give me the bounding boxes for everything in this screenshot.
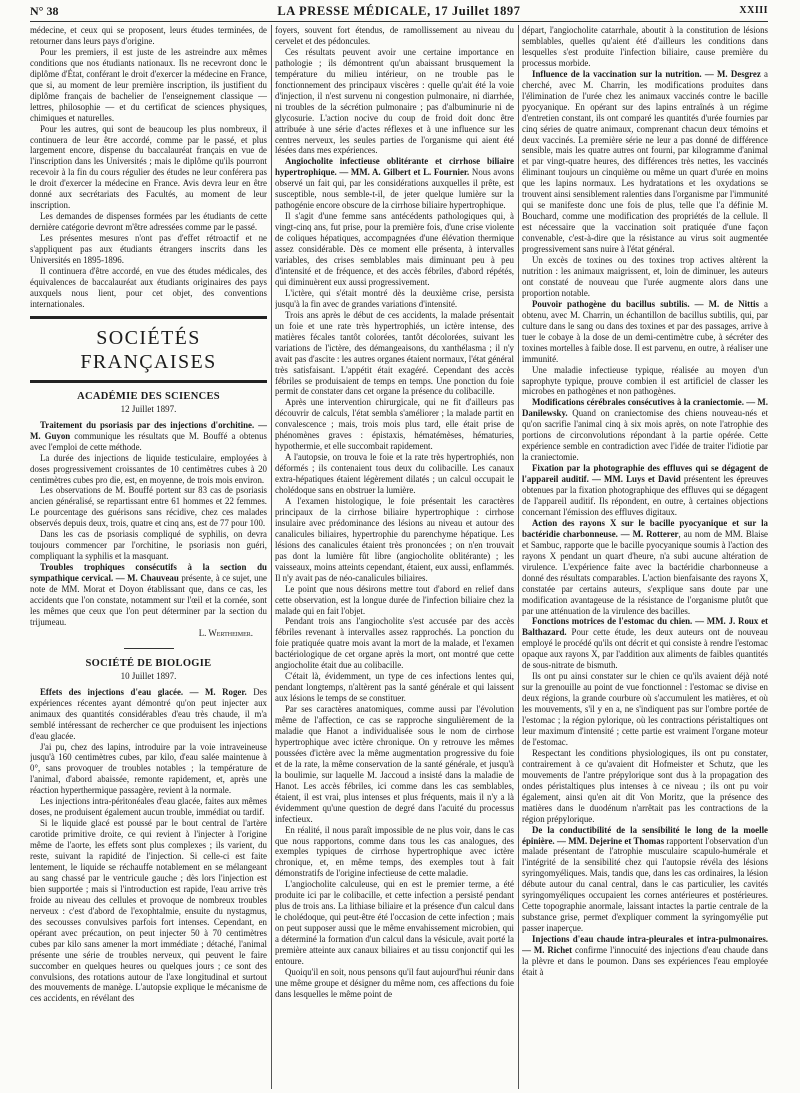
paragraph bbox=[522, 671, 768, 748]
article-paragraph bbox=[30, 562, 267, 628]
intro-paragraphs bbox=[30, 25, 267, 310]
paragraph-text: présentent les épreuves obtenues par la fixation photographique des effluves qui se dégagent de l'appareil auditif. Ils répondent, en outre, à certaines objections concernant l'émission des effluves digitaux. bbox=[522, 474, 768, 517]
paragraph bbox=[275, 47, 514, 157]
paragraph-text: Dans les cas de psoriasis compliqué de syphilis, on devra toujours commencer par l'orchitine, le psoriasis non guéri, compliquant la syphilis et la masquant. bbox=[30, 529, 267, 562]
paragraph-text: L'ictère, qui s'était montré dès la deuxième crise, persista jusqu'à la fin avec de grandes variations d'intensité. bbox=[275, 287, 514, 309]
paragraph-text: Les injections intra-péritonéales d'eau glacée, faites aux mêmes doses, ne produisent également aucun trouble, immédiat ou tardif. bbox=[30, 796, 267, 818]
paragraph-text: a obtenu, avec M. Charrin, un échantillon de bacillus subtilis, qui, par culture dans le sang ou dans des toxines et par des passages, arrive à tuer le cobaye à la dose de un demi-centimètre cube, à sécréter des toxines mortelles à faible dose. Il est parvenu, en outre, à réaliser une immunité. bbox=[522, 298, 768, 364]
paragraph-text: A l'examen histologique, le foie présentait les caractères principaux de la cirrhose biliaire hypertrophique : cirrhose insulaire avec prédominance des lésions au niveau et autour des canalicules biliaires, hypertrophie du parenchyme hépatique. Les lésions des canalicules étaient très prononcées ; on n'en trouvait pas dont la lumière fût libre (angiocholite oblitérante) ; les vaisseaux, moins atteints cependant, étaient, eux aussi, enflammés. Il n'y avait pas de néo-canalicules biliaires. bbox=[275, 495, 514, 583]
article-paragraph bbox=[522, 616, 768, 671]
paragraph-text: départ, l'angiocholite catarrhale, aboutit à la constitution de lésions semblables, quelles qu'aient été d'ailleurs les conditions dans lesquelles s'est produite l'infection biliaire, cause première du processus morbide. bbox=[522, 25, 768, 68]
paragraph-text: C'était là, évidemment, un type de ces infections lentes qui, pendant longtemps, n'altèrent pas la santé générale et qui laissent aux lésions le temps de se constituer. bbox=[275, 671, 514, 704]
paragraph bbox=[275, 671, 514, 704]
article-paragraph bbox=[522, 299, 768, 365]
paragraph-text: Quand on craniectomise des chiens nouveau-nés et qu'on sacrifie l'animal cinq à six mois après, on note l'atrophie des portions de circonvolutions répondant à la partie opérée. Cette expérience semble en contradiction avec l'idée de traiter l'idiotie par la craniectomie. bbox=[522, 408, 768, 463]
paragraph bbox=[275, 211, 514, 288]
paragraph-text: a cherché, avec M. Charrin, les modifications produites dans l'élimination de l'urée chez les animaux vaccinés contre le bacille pyocyanique. En opérant sur des lapins entraînés à un régime d'entretien constant, ils ont comparé les quantités d'urée fournies par cinq séries de quatre animaux, comprenant chacun deux témoins et deux vaccinés. La première série ne leur a pas donné de différence sensible, mais les quatre autres ont fourni, par kilogramme d'animal et par vingt-quatre heures, des différences très nettes, les vaccinés éliminant toujours un cinquième ou même un quart d'urée en moins que les lapins normaux. Les hydratations et les oxydations se trouvent ainsi sensiblement ralenties dans l'organisme par l'immunité qui se manifeste donc une fois de plus, telle que l'a définie M. Bouchard, comme une modification des propriétés de la cellule. Il est nécessaire que la vaccination soit pratiquée d'une façon convenable, c'est-à-dire que la résistance au virus soit augmentée progressivement sans nuire à l'état général. bbox=[522, 68, 768, 255]
paragraph-text: L'angiocholite calculeuse, qui en est le premier terme, a été produite ici par le colibacille, et cette infection a persisté pendant plus de trois ans. La lithiase biliaire et la présence d'un calcul dans le cholédoque, qui peut-être été l'occasion de cette infection ; mais on peut supposer aussi que le même envahissement microbien, qui a déterminé la formation d'un calcul dans la vésicule, avait porté la première atteinte aux canaux biliaires et au tissu conjonctif qui les entoure. bbox=[275, 879, 514, 967]
paragraph-text: Le point que nous désirons mettre tout d'abord en relief dans cette observation, est la longue durée de l'infection biliaire chez la malade qui en fait l'objet. bbox=[275, 583, 514, 616]
paragraph bbox=[522, 25, 768, 69]
article-title: Angiocholite infectieuse oblitérante et cirrhose biliaire hypertrophique. — MM. A. Gilbert et L. Fournier. bbox=[275, 156, 514, 178]
society-name: ACADÉMIE DES SCIENCES bbox=[77, 390, 220, 402]
article-paragraph bbox=[522, 397, 768, 463]
section-banner bbox=[30, 316, 267, 383]
issue-number: N° 38 bbox=[30, 4, 59, 18]
paragraph-text: Il s'agit d'une femme sans antécédents pathologiques qui, à vingt-cinq ans, fut prise, pour la première fois, d'une crise violente de coliques hépatiques, accompagnées d'une élévation thermique assez considérable. Dès ce moment elle présenta, à intervalles variables, des crises semblables mais diminuant peu à peu d'intensité et de fréquence, et des accès fébriles, d'abord répétés, qui diminuèrent eux aussi progressivement. bbox=[275, 211, 514, 287]
paragraph bbox=[30, 124, 267, 212]
paragraph-text: En réalité, il nous paraît impossible de ne plus voir, dans le cas que nous rapportons, comme dans tous les cas analogues, des exemples typiques de cirrhose hypertrophique avec ictère chronique, et, en même temps, des exemples tout à fait démonstratifs de l'origine infectieuse de cette maladie. bbox=[275, 824, 514, 879]
paragraph-text: Une maladie infectieuse typique, réalisée au moyen d'un saprophyte typique, prouve combien il est artificiel de classer les microbes en pathogènes et non pathogènes. bbox=[522, 364, 768, 397]
page-header bbox=[30, 4, 768, 20]
column-divider bbox=[271, 25, 272, 1089]
paragraph bbox=[30, 47, 267, 124]
academie-reports bbox=[30, 420, 267, 628]
article-paragraph bbox=[30, 420, 267, 453]
article-title: Influence de la vaccination sur la nutrition. — M. Desgrez bbox=[532, 68, 761, 79]
article-paragraph bbox=[522, 934, 768, 978]
paragraph-text: Il continuera d'être accordé, en vue des études médicales, des équivalences de baccalauréat aux étudiants originaires des pays auxquels nous lient, pour cet objet, des conventions internationales. bbox=[30, 265, 267, 309]
article-title: Action des rayons X sur le bacille pyocyanique et sur la bactéridie charbonneuse. — M. Rotterer bbox=[522, 517, 768, 539]
paragraph-text: Après une intervention chirurgicale, qui ne fit d'ailleurs pas découvrir de calculs, l'état sembla s'améliorer ; la malade partit en convalescence ; mais, trois mois plus tard, elle était prise de phénomènes graves : épistaxis, hématémèses, hématuries, hypothermie, et elle succombait rapidement. bbox=[275, 397, 514, 452]
column-2-text bbox=[275, 25, 514, 1000]
paragraph bbox=[30, 25, 267, 47]
header-rule bbox=[30, 21, 768, 22]
paragraph-text: Ils ont pu ainsi constater sur le chien ce qu'ils avaient déjà noté sur la grenouille au point de vue fonctionnel : l'estomac se divise en deux régions, la grande courbure où s'accumulent les matières, et où les mouvements, s'il y en a, ne s'indiquent pas sur l'ombre portée de l'estomac ; la région pylorique, où les contractions péristaltiques ont leur maximum d'intensité ; cette partie est vraiment l'organe moteur de l'estomac. bbox=[522, 671, 768, 747]
paragraph bbox=[275, 879, 514, 967]
paragraph-text: Pour cette étude, les deux auteurs ont de nouveau employé le procédé qu'ils ont décrit et qui consiste à rendre l'estomac opaque aux rayons X, par l'addition aux aliments de faibles quantités de sous-nitrate de bismuth. bbox=[522, 627, 768, 671]
paragraph bbox=[30, 742, 267, 797]
session-date: 10 Juillet 1897. bbox=[120, 670, 177, 681]
paragraph bbox=[275, 397, 514, 452]
biologie-reports bbox=[30, 687, 267, 1005]
page-number: XXIII bbox=[739, 5, 768, 16]
paragraph-text: Un excès de toxines ou des toxines trop actives altèrent la nutrition : les animaux maigrissent, et, loin de diminuer, les auteurs ont constaté de nouveau que l'urée augmente alors dans une proportion notable. bbox=[522, 255, 768, 298]
column-2 bbox=[275, 25, 514, 1089]
section-title: SOCIÉTÉS FRANÇAISES bbox=[80, 326, 217, 373]
paragraph bbox=[522, 748, 768, 825]
article-title: De la conductibilité de la sensibilité le long de la moelle épinière. — MM. Dejerine et Thomas bbox=[522, 824, 768, 846]
paragraph-text: La durée des injections de liquide testiculaire, employées à doses progressivement croissantes de 10 centimètres cubes à 20 centimètres cubes pro die, est, en moyenne, de trois mois environ. bbox=[30, 452, 267, 485]
paragraph-text: Ces résultats peuvent avoir une certaine importance en pathologie ; ils démontrent qu'un abaissant brusquement la température du milieu intérieur, on ne trouble pas le fonctionnement des principaux viscères : quelle qu'ait été la voie d'injection, il n'est survenu ni congestion pulmonaire, ni diarrhée, ni troubles de la sécrétion pulmonaire ; pas d'albuminurie ni de glycosurie. L'action nocive du coup de froid doit donc être attribuée à une série d'actes réflexes et à une influence sur les centres nerveux, les seules parties de l'organisme qui aient été lésées dans mes expériences. bbox=[275, 46, 514, 156]
paragraph-text: Des expériences récentes ayant démontré qu'on peut injecter aux animaux des quantités considérables d'eau très chaude, il m'a semblé intéressant de rechercher ce que produisent les injections d'eau glacée. bbox=[30, 686, 267, 741]
paragraph bbox=[30, 266, 267, 310]
paragraph-text: Respectant les conditions physiologiques, ils ont pu constater, contrairement à ce qu'avaient dit Hofmeister et Schutz, que les mouvements de l'antre prépylorique sont dus à la propagation des ondes péristaltiques plus intenses à ce niveau ; ils ont pu voir également, ainsi qu'en ait dit Von Moritz, que la présence des matières dans le duodénum n'arrêtait pas les contractions de la région prépylorique. bbox=[522, 747, 768, 824]
paragraph-text: Nous avons observé un fait qui, par les considérations auxquelles il prête, est susceptible, nous semble-t-il, de jeter quelque lumière sur la pathogénie encore obscure de la cirrhose biliaire hypertrophique. bbox=[275, 167, 514, 211]
paragraph bbox=[275, 452, 514, 496]
paragraph-text: rapportent l'observation d'un malade présentant de l'atrophie musculaire scapulo-humérale et l'intégrité de la sensibilité chez qui l'autopsie révéla des lésions syringomyéliques. Mais, tandis que, dans les cas ordinaires, la lésion débute autour du canal central, dans le cas particulier, les cavités syringomyéliques occupaient les cornes antérieures et postérieures. Cette topographie anormale, laissant intactes la partie centrale de la substance grise, permet d'expliquer comment la syringomyélie put passer inaperçue. bbox=[522, 835, 768, 934]
paragraph bbox=[275, 496, 514, 584]
paragraph bbox=[30, 233, 267, 266]
paragraph-text: médecine, et ceux qui se proposent, leurs études terminées, de retourner dans leurs pays d'origine. bbox=[30, 25, 267, 46]
paragraph bbox=[30, 485, 267, 529]
paragraph-text: A l'autopsie, on trouva le foie et la rate très hypertrophiés, non déformés ; ils contenaient tous deux du colibacille. Les canaux extra-hépatiques étaient légèrement dilatés ; un calcul occupait le cholédoque sans en obstruer la lumière. bbox=[275, 452, 514, 496]
society-name: SOCIÉTÉ DE BIOLOGIE bbox=[85, 657, 212, 669]
paragraph bbox=[275, 704, 514, 824]
paragraph bbox=[522, 365, 768, 398]
publication-title: LA PRESSE MÉDICALE, 17 Juillet 1897 bbox=[277, 4, 521, 18]
column-3 bbox=[522, 25, 768, 1089]
paragraph-text: communique les résultats que M. Bouffé a obtenus avec l'emploi de cette méthode. bbox=[30, 430, 267, 452]
paragraph-text: Trois ans après le début de ces accidents, la malade présentait un foie et une rate très hypertrophiés, un ictère intense, des matières fécales tantôt colorées, tantôt décolorées, suivant les variations de l'ictère, des démangeaisons, du xanthélasma ; il n'y avait pas d'ascite : les autres organes étaient normaux, l'état général très satisfaisant. L'appétit était exagéré. Cependant des accès fébriles se produisaient de temps en temps. Une ponction du foie permit de constater dans cet organe la présence du colibacille. bbox=[275, 309, 514, 397]
paragraph bbox=[30, 796, 267, 818]
article-title: Effets des injections d'eau glacée. — M. Roger. bbox=[40, 686, 247, 697]
paragraph-text: foyers, souvent fort étendus, de ramollissement au niveau du cervelet et des pédoncules. bbox=[275, 25, 514, 46]
paragraph-text: Pendant trois ans l'angiocholite s'est accusée par des accès fébriles revenant à intervalles assez rapprochés. La ponction du foie pratiquée quatre mois avant la mort de la malade, et l'examen bactériologique de cet organe après la mort, ont montré que cette angiocholite était due au colibacille. bbox=[275, 616, 514, 671]
article-title: Fixation par la photographie des effluves qui se dégagent de l'appareil auditif. — MM. Luys et David bbox=[522, 463, 768, 485]
paragraph-text: Les présentes mesures n'ont pas d'effet rétroactif et ne s'appliquent pas aux étudiants étrangers inscrits dans les Universités en 1895-1896. bbox=[30, 233, 267, 266]
paragraph-text: , au nom de MM. Blaise et Sambuc, rapporte que le bacille pyocyanique soumis à l'action des rayons X pendant un quart d'heure, n'a subi aucune altération de virulence. L'expérience faite avec la bactéridie charbonneuse a donné des résultats comparables. L'action bienfaisante des rayons X, constatée par certains auteurs, s'explique sans doute par une modification avantageuse de la résistance de l'organisme plutôt que par une atténuation de la virulence des bacilles. bbox=[522, 528, 768, 616]
paragraph bbox=[30, 211, 267, 233]
column-3-text bbox=[522, 25, 768, 978]
article-paragraph bbox=[522, 69, 768, 255]
paragraph bbox=[275, 310, 514, 398]
paragraph-text: Les demandes de dispenses formées par les étudiants de cette dernière catégorie devront m'être adressées comme par le passé. bbox=[30, 211, 267, 233]
article-paragraph bbox=[30, 687, 267, 742]
article-title: Modifications cérébrales consécutives à la craniectomie. — M. Danilewsky. bbox=[522, 397, 768, 419]
paragraph bbox=[275, 616, 514, 671]
paragraph bbox=[30, 453, 267, 486]
column-divider bbox=[518, 25, 519, 1089]
paragraph bbox=[275, 584, 514, 617]
paragraph bbox=[275, 25, 514, 47]
paragraph-text: Quoiqu'il en soit, nous pensons qu'il faut aujourd'hui réunir dans une même groupe et désigner du même nom, ces affections du foie dans lesquelles le même point de bbox=[275, 966, 514, 999]
paragraph bbox=[275, 288, 514, 310]
paragraph bbox=[275, 967, 514, 1000]
article-title: Injections d'eau chaude intra-pleurales et intra-pulmonaires. — M. Richet bbox=[522, 934, 768, 956]
paragraph-text: confirme l'innocuité des injections d'eau chaude dans la plèvre et dans le poumon. Dans ses expériences l'eau employée était à bbox=[522, 945, 768, 977]
author-signature: L. Wertheimer. bbox=[198, 627, 253, 638]
article-title: Pouvoir pathogène du bacillus subtilis. — M. de Nittis bbox=[532, 298, 759, 309]
paragraph-text: Par ses caractères anatomiques, comme aussi par l'évolution même de l'affection, ce cas se rapproche singulièrement de la maladie que Hanot a individualisée sous le nom de cirrhose hypertrophique avec ictère chronique. On y retrouve les mêmes poussées d'ictère avec la même augmentation progressive du foie et de la rate, la même conservation de la santé générale, et jusqu'à la boulimie, sur laquelle M. Jaccoud a insisté dans la maladie de Hanot. Les accès fébriles, ici comme dans les cas semblables, étaient, il est vrai, plus intenses et plus fréquents, mais il n'y a là évidemment qu'une question de degré dans l'acuité du processus infectieux. bbox=[275, 704, 514, 824]
article-paragraph bbox=[522, 463, 768, 518]
article-title: Troubles trophiques consécutifs à la section du sympathique cervical. — M. Chauveau bbox=[30, 562, 267, 584]
session-date: 12 Juillet 1897. bbox=[120, 403, 177, 414]
article-paragraph bbox=[275, 156, 514, 211]
article-paragraph bbox=[522, 825, 768, 935]
section-separator bbox=[124, 648, 174, 649]
paragraph-text: J'ai pu, chez des lapins, introduire par la voie intraveineuse jusqu'à 160 centimètres cubes, par kilo, d'eau salée maintenue à 0°, sans provoquer de troubles notables ; la température de l'animal, d'abord abaissée, remonte rapidement, et, après une réaction hyperthermique passagère, revient à la normale. bbox=[30, 741, 267, 796]
paragraph bbox=[275, 825, 514, 880]
article-title: Traitement du psoriasis par des injections d'orchitine. — M. Guyon bbox=[30, 419, 267, 441]
article-title: Fonctions motrices de l'estomac du chien. — MM. J. Roux et Balthazard. bbox=[522, 616, 768, 638]
paragraph-text: Les observations de M. Bouffé portent sur 83 cas de psoriasis ancien généralisé, se repartissant entre 61 hommes et 22 femmes. Le pourcentage des guérisons sans récidive, chez ces malades observés depuis deux, trois, quatre et cinq ans, est de 77 pour 100. bbox=[30, 485, 267, 529]
paragraph-text: Pour les autres, qui sont de beaucoup les plus nombreux, il continuera de leur être accordé, comme par le passé, et plus largement encore, dispense du baccalauréat français en vue de l'inscription dans les Universités ; mais le diplôme qu'ils pourront recevoir à la fin du cours régulier des études ne leur conférera pas le droit d'exercer la médecine en France. Avis devra leur en être donné aux secrétariats des Facultés, au moment de leur inscription. bbox=[30, 123, 267, 211]
article-paragraph bbox=[522, 518, 768, 617]
column-1 bbox=[30, 25, 267, 1089]
paragraph bbox=[30, 529, 267, 562]
paragraph-text: Pour les premiers, il est juste de les astreindre aux mêmes conditions que nos étudiants nationaux. Ils ne recevront donc le diplôme d'État, conférant le droit d'exercer la médecine en France, que si, au moment de leur première inscription, ils justifient du diplôme français de bachelier de l'enseignement classique — lettres, philosophie — et du certificat de sciences physiques, chimiques et naturelles. bbox=[30, 46, 267, 123]
paragraph-text: présente, à ce sujet, une note de MM. Morat et Doyon établissant que, dans ce cas, les accidents que l'on constate, notamment sur l'œil et la cornée, sont les mêmes que ceux que l'on peut déterminer par la section du trijumeau. bbox=[30, 573, 267, 627]
paragraph-text: Si le liquide glacé est poussé par le bout central de l'artère carotide primitive droite, ce qui revient à l'injecter à l'origine même de l'aorte, les effets sont plus complexes ; ils varient, du reste, suivant la rapidité de l'injection. Si celle-ci est faite lentement, le liquide se réchauffe notablement en se mélangeant au sang chassé par le ventricule gauche ; dès lors l'injection est bien supportée ; mais si l'introduction est rapide, l'eau arrive très froide au niveau des cellules et provoque de nombreux troubles nerveux : c'est d'abord de l'exophtalmie, ensuite du nystagmus, des secousses convulsives parfois fort intenses. Cependant, en opérant avec précaution, on peut injecter 50 à 70 centimètres cubes par kilo sans amener la mort immédiate ; détaché, l'animal présente une série de troubles nerveux, qui peuvent le faire succomber en quelques heures ou quelques jours ; ce sont des convulsions, des rotations autour de l'axe longitudinal et surtout des mouvements de manège. L'autopsie explique le mécanisme de ces accidents, en révélant des bbox=[30, 818, 267, 1004]
paragraph bbox=[522, 255, 768, 299]
paragraph bbox=[30, 818, 267, 1004]
